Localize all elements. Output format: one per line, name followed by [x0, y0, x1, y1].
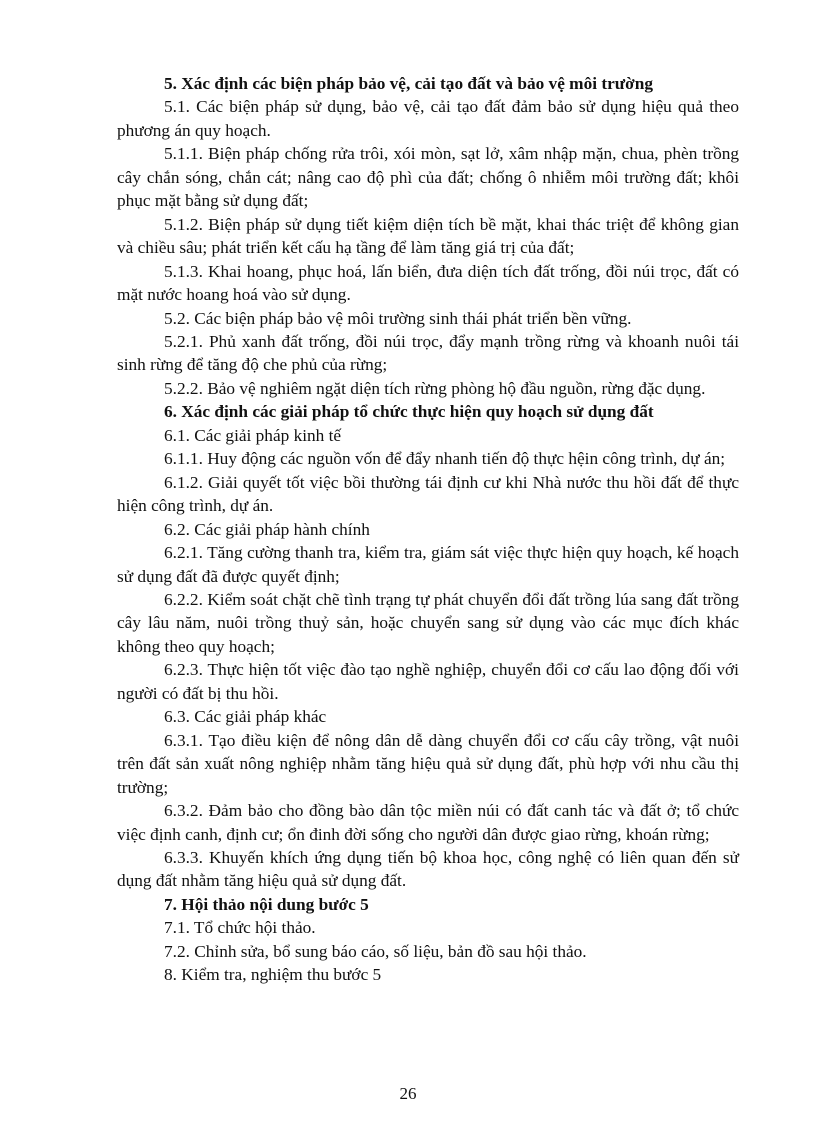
- paragraph-6-2: 6.2. Các giải pháp hành chính: [164, 519, 370, 539]
- paragraph-5-1-1: 5.1.1. Biện pháp chống rửa trôi, xói mòn, sạt lở, xâm nhập mặn, chua, phèn trồng cây chắn sóng, chắn cát; nâng cao độ phì của đất; chống ô nhiễm môi trường đất; khôi phục mặt bằng sử dụng đất;: [117, 144, 739, 211]
- paragraph-6-2-2: 6.2.2. Kiểm soát chặt chẽ tình trạng tự phát chuyển đổi đất trồng lúa sang đất trồng cây lâu năm, nuôi trồng thuỷ sản, hoặc chuyển sang sử dụng vào các mục đích khác không theo quy hoạch;: [117, 589, 739, 656]
- paragraph-5-1: 5.1. Các biện pháp sử dụng, bảo vệ, cải tạo đất đảm bảo sử dụng hiệu quả theo phương án quy hoạch.: [117, 97, 739, 140]
- document-body: [117, 72, 739, 987]
- page-number: 26: [399, 1084, 417, 1103]
- paragraph-6-3-3: 6.3.3. Khuyến khích ứng dụng tiến bộ khoa học, công nghệ có liên quan đến sử dụng đất nhằm tăng hiệu quả sử dụng đất.: [117, 847, 739, 891]
- paragraph-6-2-1: 6.2.1. Tăng cường thanh tra, kiểm tra, giám sát việc thực hiện quy hoạch, kế hoạch sử dụng đất đã được quyết định;: [117, 543, 739, 586]
- paragraph-5-1-2: 5.1.2. Biện pháp sử dụng tiết kiệm diện tích bề mặt, khai thác triệt để không gian và chiều sâu; phát triển kết cấu hạ tầng để làm tăng giá trị của đất;: [117, 214, 739, 258]
- paragraph-6-1-1: 6.1.1. Huy động các nguồn vốn để đẩy nhanh tiến độ thực hệin công trình, dự án;: [164, 449, 726, 469]
- paragraph-8: 8. Kiểm tra, nghiệm thu bước 5: [164, 965, 382, 985]
- paragraph-6-1-2: 6.1.2. Giải quyết tốt việc bồi thường tái định cư khi Nhà nước thu hồi đất để thực hiện công trình, dự án.: [117, 472, 739, 516]
- paragraph-7-1: 7.1. Tổ chức hội thảo.: [164, 918, 316, 938]
- heading-section-6: 6. Xác định các giải pháp tổ chức thực hiện quy hoạch sử dụng đất: [164, 402, 654, 422]
- heading-section-7: 7. Hội thảo nội dung bước 5: [164, 894, 369, 914]
- paragraph-6-3-2: 6.3.2. Đảm bảo cho đồng bào dân tộc miền núi có đất canh tác và đất ở; tổ chức việc định canh, định cư; ổn đinh đời sống cho người dân được giao rừng, khoán rừng;: [117, 801, 739, 844]
- heading-section-5: 5. Xác định các biện pháp bảo vệ, cải tạo đất và bảo vệ môi trường: [164, 74, 653, 93]
- paragraph-5-2: 5.2. Các biện pháp bảo vệ môi trường sinh thái phát triển bền vững.: [164, 308, 632, 328]
- paragraph-5-2-1: 5.2.1. Phủ xanh đất trống, đồi núi trọc, đẩy mạnh trồng rừng và khoanh nuôi tái sinh rừng để tăng độ che phủ của rừng;: [117, 331, 739, 375]
- paragraph-5-1-3: 5.1.3. Khai hoang, phục hoá, lấn biển, đưa diện tích đất trống, đồi núi trọc, đất có mặt nước hoang hoá vào sử dụng.: [117, 261, 739, 305]
- paragraph-5-2-2: 5.2.2. Bảo vệ nghiêm ngặt diện tích rừng phòng hộ đầu nguồn, rừng đặc dụng.: [164, 378, 706, 398]
- paragraph-6-3-1: 6.3.1. Tạo điều kiện để nông dân dễ dàng chuyển đổi cơ cấu cây trồng, vật nuôi trên đất sản xuất nông nghiệp nhằm tăng hiệu quả sử dụng đất, phù hợp với nhu cầu thị trường;: [117, 730, 739, 797]
- paragraph-6-2-3: 6.2.3. Thực hiện tốt việc đào tạo nghề nghiệp, chuyển đổi cơ cấu lao động đối với người có đất bị thu hồi.: [117, 660, 739, 703]
- paragraph-6-1: 6.1. Các giải pháp kinh tế: [164, 425, 342, 445]
- paragraph-6-3: 6.3. Các giải pháp khác: [164, 707, 327, 727]
- paragraph-7-2: 7.2. Chỉnh sửa, bổ sung báo cáo, số liệu, bản đồ sau hội thảo.: [164, 941, 587, 961]
